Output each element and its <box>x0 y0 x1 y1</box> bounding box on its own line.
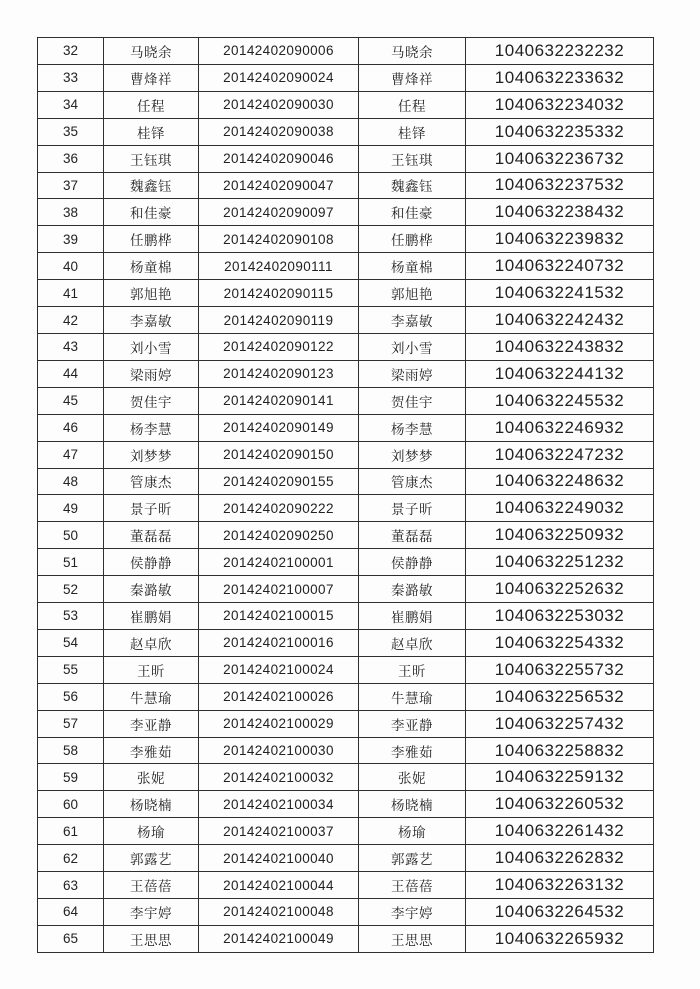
table-row <box>38 64 654 91</box>
id-number-cell: 20142402090115 <box>199 280 359 307</box>
id-number-cell: 20142402090123 <box>199 360 359 387</box>
code-number-cell: 1040632253032 <box>466 603 654 630</box>
index-cell: 63 <box>38 872 104 899</box>
name-cell: 管康杰 <box>104 468 199 495</box>
id-number-cell: 20142402090108 <box>199 226 359 253</box>
id-number-cell: 20142402100044 <box>199 872 359 899</box>
name-repeat-cell: 马晓余 <box>359 38 466 65</box>
id-number-cell: 20142402090119 <box>199 307 359 334</box>
name-cell: 任程 <box>104 91 199 118</box>
id-number-cell: 20142402090141 <box>199 387 359 414</box>
code-number-cell: 1040632236732 <box>466 145 654 172</box>
name-cell: 杨晓楠 <box>104 791 199 818</box>
id-number-cell: 20142402090006 <box>199 38 359 65</box>
name-cell: 牛慧瑜 <box>104 683 199 710</box>
code-number-cell: 1040632263132 <box>466 872 654 899</box>
index-cell: 32 <box>38 38 104 65</box>
name-repeat-cell: 王蓓蓓 <box>359 872 466 899</box>
index-cell: 62 <box>38 845 104 872</box>
index-cell: 52 <box>38 576 104 603</box>
index-cell: 57 <box>38 710 104 737</box>
name-repeat-cell: 刘小雪 <box>359 333 466 360</box>
name-cell: 马晓余 <box>104 38 199 65</box>
code-number-cell: 1040632257432 <box>466 710 654 737</box>
id-number-cell: 20142402100001 <box>199 549 359 576</box>
index-cell: 33 <box>38 64 104 91</box>
roster-table-body <box>38 38 654 953</box>
index-cell: 51 <box>38 549 104 576</box>
code-number-cell: 1040632255732 <box>466 656 654 683</box>
code-number-cell: 1040632262832 <box>466 845 654 872</box>
name-repeat-cell: 王钰琪 <box>359 145 466 172</box>
table-row <box>38 441 654 468</box>
name-repeat-cell: 李宇婷 <box>359 899 466 926</box>
name-cell: 任鹏桦 <box>104 226 199 253</box>
table-row <box>38 118 654 145</box>
name-cell: 和佳豪 <box>104 199 199 226</box>
name-repeat-cell: 秦潞敏 <box>359 576 466 603</box>
name-cell: 李嘉敏 <box>104 307 199 334</box>
code-number-cell: 1040632248632 <box>466 468 654 495</box>
code-number-cell: 1040632239832 <box>466 226 654 253</box>
index-cell: 61 <box>38 818 104 845</box>
name-repeat-cell: 郭旭艳 <box>359 280 466 307</box>
table-row <box>38 818 654 845</box>
id-number-cell: 20142402090250 <box>199 522 359 549</box>
id-number-cell: 20142402090047 <box>199 172 359 199</box>
code-number-cell: 1040632247232 <box>466 441 654 468</box>
code-number-cell: 1040632261432 <box>466 818 654 845</box>
id-number-cell: 20142402090046 <box>199 145 359 172</box>
id-number-cell: 20142402100029 <box>199 710 359 737</box>
id-number-cell: 20142402100007 <box>199 576 359 603</box>
index-cell: 39 <box>38 226 104 253</box>
table-row <box>38 280 654 307</box>
code-number-cell: 1040632265932 <box>466 925 654 952</box>
table-row <box>38 522 654 549</box>
table-row <box>38 576 654 603</box>
code-number-cell: 1040632237532 <box>466 172 654 199</box>
name-repeat-cell: 侯静静 <box>359 549 466 576</box>
index-cell: 38 <box>38 199 104 226</box>
table-row <box>38 199 654 226</box>
name-repeat-cell: 任鹏桦 <box>359 226 466 253</box>
name-repeat-cell: 贺佳宇 <box>359 387 466 414</box>
index-cell: 37 <box>38 172 104 199</box>
code-number-cell: 1040632264532 <box>466 899 654 926</box>
name-repeat-cell: 赵卓欣 <box>359 629 466 656</box>
name-cell: 魏鑫钰 <box>104 172 199 199</box>
code-number-cell: 1040632241532 <box>466 280 654 307</box>
table-row <box>38 872 654 899</box>
code-number-cell: 1040632232232 <box>466 38 654 65</box>
name-repeat-cell: 张妮 <box>359 764 466 791</box>
roster-table <box>37 37 654 953</box>
name-repeat-cell: 曹烽祥 <box>359 64 466 91</box>
name-repeat-cell: 和佳豪 <box>359 199 466 226</box>
index-cell: 49 <box>38 495 104 522</box>
code-number-cell: 1040632258832 <box>466 737 654 764</box>
index-cell: 65 <box>38 925 104 952</box>
table-row <box>38 656 654 683</box>
name-repeat-cell: 杨李慧 <box>359 414 466 441</box>
index-cell: 59 <box>38 764 104 791</box>
name-cell: 李宇婷 <box>104 899 199 926</box>
index-cell: 40 <box>38 253 104 280</box>
name-cell: 李亚静 <box>104 710 199 737</box>
index-cell: 47 <box>38 441 104 468</box>
name-cell: 刘小雪 <box>104 333 199 360</box>
index-cell: 36 <box>38 145 104 172</box>
name-cell: 王思思 <box>104 925 199 952</box>
table-row <box>38 791 654 818</box>
id-number-cell: 20142402090122 <box>199 333 359 360</box>
index-cell: 55 <box>38 656 104 683</box>
code-number-cell: 1040632235332 <box>466 118 654 145</box>
code-number-cell: 1040632234032 <box>466 91 654 118</box>
table-row <box>38 91 654 118</box>
id-number-cell: 20142402100049 <box>199 925 359 952</box>
table-row <box>38 145 654 172</box>
name-cell: 崔鹏娟 <box>104 603 199 630</box>
name-repeat-cell: 李嘉敏 <box>359 307 466 334</box>
index-cell: 35 <box>38 118 104 145</box>
table-row <box>38 333 654 360</box>
name-cell: 王昕 <box>104 656 199 683</box>
index-cell: 41 <box>38 280 104 307</box>
index-cell: 43 <box>38 333 104 360</box>
code-number-cell: 1040632250932 <box>466 522 654 549</box>
index-cell: 64 <box>38 899 104 926</box>
table-row <box>38 549 654 576</box>
code-number-cell: 1040632254332 <box>466 629 654 656</box>
table-row <box>38 387 654 414</box>
code-number-cell: 1040632249032 <box>466 495 654 522</box>
name-repeat-cell: 杨瑜 <box>359 818 466 845</box>
code-number-cell: 1040632238432 <box>466 199 654 226</box>
id-number-cell: 20142402100015 <box>199 603 359 630</box>
name-cell: 王钰琪 <box>104 145 199 172</box>
name-repeat-cell: 王思思 <box>359 925 466 952</box>
name-cell: 张妮 <box>104 764 199 791</box>
id-number-cell: 20142402090155 <box>199 468 359 495</box>
name-cell: 杨童棉 <box>104 253 199 280</box>
table-row <box>38 764 654 791</box>
index-cell: 56 <box>38 683 104 710</box>
name-cell: 董磊磊 <box>104 522 199 549</box>
index-cell: 44 <box>38 360 104 387</box>
code-number-cell: 1040632246932 <box>466 414 654 441</box>
table-row <box>38 226 654 253</box>
code-number-cell: 1040632240732 <box>466 253 654 280</box>
name-repeat-cell: 李亚静 <box>359 710 466 737</box>
name-repeat-cell: 魏鑫钰 <box>359 172 466 199</box>
table-row <box>38 172 654 199</box>
code-number-cell: 1040632233632 <box>466 64 654 91</box>
table-row <box>38 495 654 522</box>
name-cell: 景子昕 <box>104 495 199 522</box>
table-row <box>38 468 654 495</box>
id-number-cell: 20142402100034 <box>199 791 359 818</box>
id-number-cell: 20142402090038 <box>199 118 359 145</box>
table-row <box>38 603 654 630</box>
index-cell: 50 <box>38 522 104 549</box>
name-repeat-cell: 刘梦梦 <box>359 441 466 468</box>
id-number-cell: 20142402090111 <box>199 253 359 280</box>
name-cell: 侯静静 <box>104 549 199 576</box>
name-cell: 郭旭艳 <box>104 280 199 307</box>
name-cell: 曹烽祥 <box>104 64 199 91</box>
code-number-cell: 1040632242432 <box>466 307 654 334</box>
name-cell: 刘梦梦 <box>104 441 199 468</box>
table-row <box>38 38 654 65</box>
name-cell: 王蓓蓓 <box>104 872 199 899</box>
table-row <box>38 925 654 952</box>
code-number-cell: 1040632245532 <box>466 387 654 414</box>
code-number-cell: 1040632243832 <box>466 333 654 360</box>
code-number-cell: 1040632251232 <box>466 549 654 576</box>
name-repeat-cell: 桂铎 <box>359 118 466 145</box>
name-cell: 梁雨婷 <box>104 360 199 387</box>
name-repeat-cell: 景子昕 <box>359 495 466 522</box>
name-cell: 李雅茹 <box>104 737 199 764</box>
index-cell: 58 <box>38 737 104 764</box>
id-number-cell: 20142402100026 <box>199 683 359 710</box>
name-cell: 杨李慧 <box>104 414 199 441</box>
id-number-cell: 20142402090150 <box>199 441 359 468</box>
index-cell: 46 <box>38 414 104 441</box>
index-cell: 42 <box>38 307 104 334</box>
code-number-cell: 1040632256532 <box>466 683 654 710</box>
id-number-cell: 20142402090024 <box>199 64 359 91</box>
code-number-cell: 1040632252632 <box>466 576 654 603</box>
name-cell: 杨瑜 <box>104 818 199 845</box>
id-number-cell: 20142402090222 <box>199 495 359 522</box>
table-row <box>38 414 654 441</box>
code-number-cell: 1040632244132 <box>466 360 654 387</box>
name-repeat-cell: 管康杰 <box>359 468 466 495</box>
id-number-cell: 20142402100048 <box>199 899 359 926</box>
id-number-cell: 20142402090149 <box>199 414 359 441</box>
id-number-cell: 20142402100032 <box>199 764 359 791</box>
table-row <box>38 845 654 872</box>
name-repeat-cell: 李雅茹 <box>359 737 466 764</box>
name-cell: 秦潞敏 <box>104 576 199 603</box>
table-row <box>38 360 654 387</box>
index-cell: 60 <box>38 791 104 818</box>
code-number-cell: 1040632259132 <box>466 764 654 791</box>
table-row <box>38 629 654 656</box>
name-repeat-cell: 任程 <box>359 91 466 118</box>
code-number-cell: 1040632260532 <box>466 791 654 818</box>
name-repeat-cell: 王昕 <box>359 656 466 683</box>
table-row <box>38 683 654 710</box>
name-cell: 赵卓欣 <box>104 629 199 656</box>
name-cell: 郭露艺 <box>104 845 199 872</box>
name-repeat-cell: 牛慧瑜 <box>359 683 466 710</box>
index-cell: 53 <box>38 603 104 630</box>
name-repeat-cell: 梁雨婷 <box>359 360 466 387</box>
id-number-cell: 20142402100016 <box>199 629 359 656</box>
name-cell: 贺佳宇 <box>104 387 199 414</box>
table-row <box>38 899 654 926</box>
index-cell: 45 <box>38 387 104 414</box>
name-repeat-cell: 董磊磊 <box>359 522 466 549</box>
index-cell: 54 <box>38 629 104 656</box>
id-number-cell: 20142402090097 <box>199 199 359 226</box>
index-cell: 34 <box>38 91 104 118</box>
index-cell: 48 <box>38 468 104 495</box>
id-number-cell: 20142402100030 <box>199 737 359 764</box>
id-number-cell: 20142402100024 <box>199 656 359 683</box>
table-row <box>38 737 654 764</box>
name-repeat-cell: 郭露艺 <box>359 845 466 872</box>
name-cell: 桂铎 <box>104 118 199 145</box>
table-row <box>38 307 654 334</box>
id-number-cell: 20142402090030 <box>199 91 359 118</box>
table-row <box>38 253 654 280</box>
id-number-cell: 20142402100040 <box>199 845 359 872</box>
table-row <box>38 710 654 737</box>
name-repeat-cell: 杨童棉 <box>359 253 466 280</box>
name-repeat-cell: 崔鹏娟 <box>359 603 466 630</box>
id-number-cell: 20142402100037 <box>199 818 359 845</box>
name-repeat-cell: 杨晓楠 <box>359 791 466 818</box>
